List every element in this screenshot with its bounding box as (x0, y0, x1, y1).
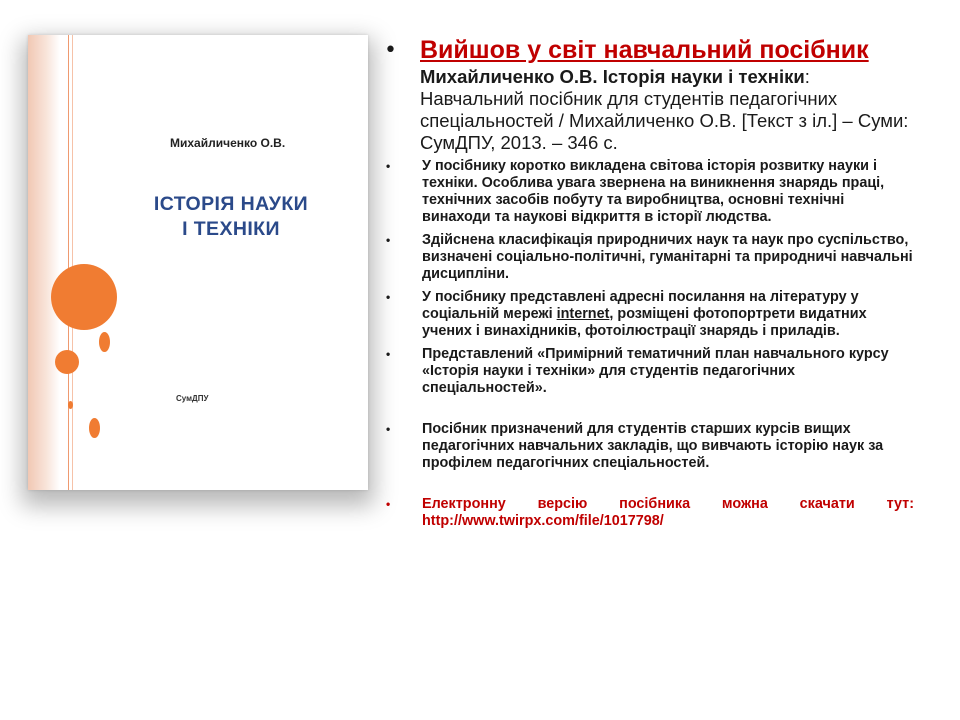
bullet-icon: • (386, 347, 391, 361)
citation-author-title: Михайличенко О.В. Історія науки і техніки (420, 66, 805, 87)
cover-vertical-line (68, 35, 69, 490)
cover-gradient-strip (28, 35, 60, 490)
cover-decor-circle-medium (55, 350, 79, 374)
cover-decor-circle-tiny (68, 401, 73, 409)
announcement-heading: Вийшов у світ навчальний посібник (420, 36, 869, 64)
bullet-icon: • (386, 159, 391, 173)
list-item-text: Представлений «Примірний тематичний план навчального курсу «Історія науки і техніки» для студентів педагогічних спеціальностей». (422, 346, 889, 396)
bullet-icon: • (384, 38, 397, 63)
list-item (384, 421, 914, 472)
cover-title-line2: І ТЕХНІКИ (182, 218, 280, 240)
download-link-text[interactable]: Електронну версію посібника можна скачати тут: http://www.twirpx.com/file/1017798/ (422, 496, 914, 529)
announcement-item (384, 36, 914, 154)
cover-vertical-line-thin (72, 35, 73, 490)
cover-author: Михайличенко О.В. (170, 136, 286, 150)
bullet-icon: • (386, 422, 391, 436)
download-note (384, 496, 914, 530)
cover-publisher: СумДПУ (176, 394, 209, 403)
internet-link[interactable]: internet (556, 306, 610, 322)
bullet-icon: • (386, 497, 391, 511)
citation-details: : Навчальний посібник для студентів педагогічних спеціальностей / Михайличенко О.В. [Текст з іл.] – Суми: СумДПУ, 2013. – 346 с. (420, 66, 909, 153)
book-cover-image (28, 35, 368, 490)
cover-title (98, 192, 364, 242)
list-item (384, 346, 914, 397)
list-item (384, 289, 914, 340)
list-item-text: , розміщені фотопортрети видатних учених і винахідників, фотоілюстрації знарядь і приладів. (422, 306, 867, 339)
cover-decor-circle-large (51, 264, 117, 330)
bullet-icon: • (386, 233, 391, 247)
cover-title-line1: ІСТОРІЯ НАУКИ (153, 193, 309, 215)
description-list (384, 158, 914, 530)
list-item-text: Посібник призначений для студентів старших курсів вищих педагогічних навчальних закладів, що вивчають історію наук за профілем педагогічних спеціальностей. (422, 421, 884, 471)
list-item (384, 232, 914, 283)
book-citation (420, 66, 914, 154)
list-item-text: У посібнику коротко викладена світова історія розвитку науки і техніки. Особлива увага звернена на виникнення знарядь праці, технічних засобів побуту та виробництва, основні технічні винаходи та наукові відкриття в історії людства. (422, 158, 885, 225)
list-item-text: Здійснена класифікація природничих наук та наук про суспільство, визначені соціально-політичні, гуманітарні та природничі навчальні дисципліни. (422, 232, 913, 282)
list-item-text: У посібнику представлені адресні посилання на літературу у соціальній мережі (422, 289, 859, 322)
bullet-icon: • (386, 290, 391, 304)
announcement-text (384, 36, 914, 536)
cover-decor-circle-small (99, 332, 110, 352)
cover-decor-circle-small-2 (89, 418, 100, 438)
list-item (384, 158, 914, 226)
